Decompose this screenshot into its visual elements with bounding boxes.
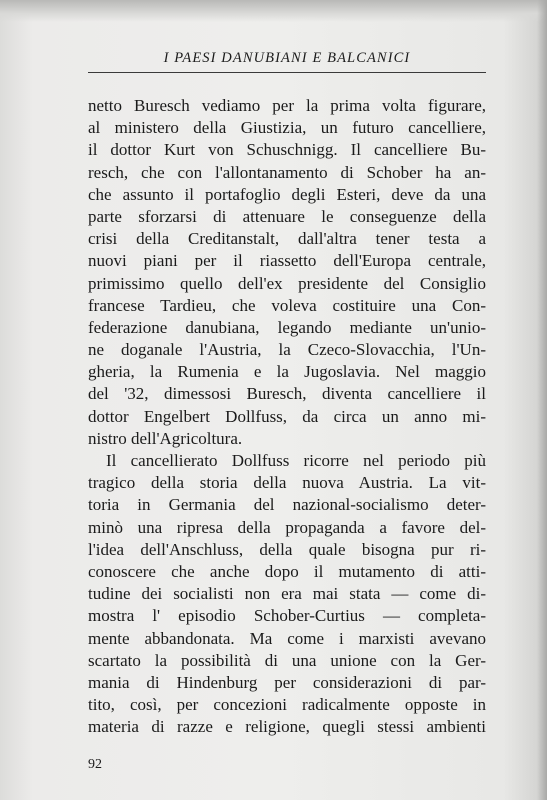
text-line: il dottor Kurt von Schuschnigg. Il cancelliere Bu- [88,140,486,160]
page-number: 92 [88,757,102,772]
text-line: tudine dei socialisti non era mai stata — come di- [88,584,486,604]
text-line: al ministero della Giustizia, un futuro cancelliere, [88,118,486,138]
text-line: francese Tardieu, che voleva costituire una Con- [88,295,486,315]
text-line: gheria, la Rumenia e la Jugoslavia. Nel maggio [88,362,486,382]
text-line: dottor Engelbert Dollfuss, da circa un anno mi- [88,406,486,426]
text-line: federazione danubiana, legando mediante un'unio- [88,317,486,337]
text-line: mente abbandonata. Ma come i marxisti avevano [88,628,486,648]
text-line-paragraph-end: nistro dell'Agricoltura. [88,428,243,448]
text-line: conoscere che anche dopo il mutamento di atti- [88,561,486,581]
header-rule [88,72,486,73]
page-top-shadow [0,0,547,22]
text-line: tragico della storia della nuova Austria. La vit- [88,473,486,493]
text-line: l'idea dell'Anschluss, della quale bisogna pur ri- [88,539,486,559]
text-line: mania di Hindenburg per considerazioni di par- [88,672,486,692]
page-gutter-shadow [537,0,547,800]
text-line: minò una ripresa della propaganda a favore del- [88,517,486,537]
text-line: resch, che con l'allontanamento di Schober ha an- [88,162,486,182]
text-line: materia di razze e religione, quegli stessi ambienti [88,717,486,737]
text-line: mostra l' episodio Schober-Curtius — completa- [88,606,486,626]
running-head: I PAESI DANUBIANI E BALCANICI [163,50,411,66]
text-line: crisi della Creditanstalt, dall'altra tener testa a [88,229,486,249]
text-line-paragraph-start: Il cancellierato Dollfuss ricorre nel periodo più [106,451,486,470]
text-line: primissimo quello dell'ex presidente del Consiglio [88,273,486,293]
text-line: toria in Germania del nazional-socialismo deter- [88,495,486,515]
text-line: del '32, dimessosi Buresch, diventa cancelliere il [88,384,486,404]
text-line: parte sforzarsi di attenuare le conseguenze della [88,206,486,226]
body-text [88,95,486,738]
text-line: scartato la possibilità di una unione con la Ger- [88,650,486,670]
text-line: ne doganale l'Austria, la Czeco-Slovacchia, l'Un- [88,340,486,360]
text-line: netto Buresch vediamo per la prima volta figurare, [88,96,486,115]
text-line: nuovi piani per il riassetto dell'Europa centrale, [88,251,486,271]
text-line: che assunto il portafoglio degli Esteri, deve da una [88,184,486,204]
text-line: tito, così, per concezioni radicalmente opposte in [88,695,486,715]
